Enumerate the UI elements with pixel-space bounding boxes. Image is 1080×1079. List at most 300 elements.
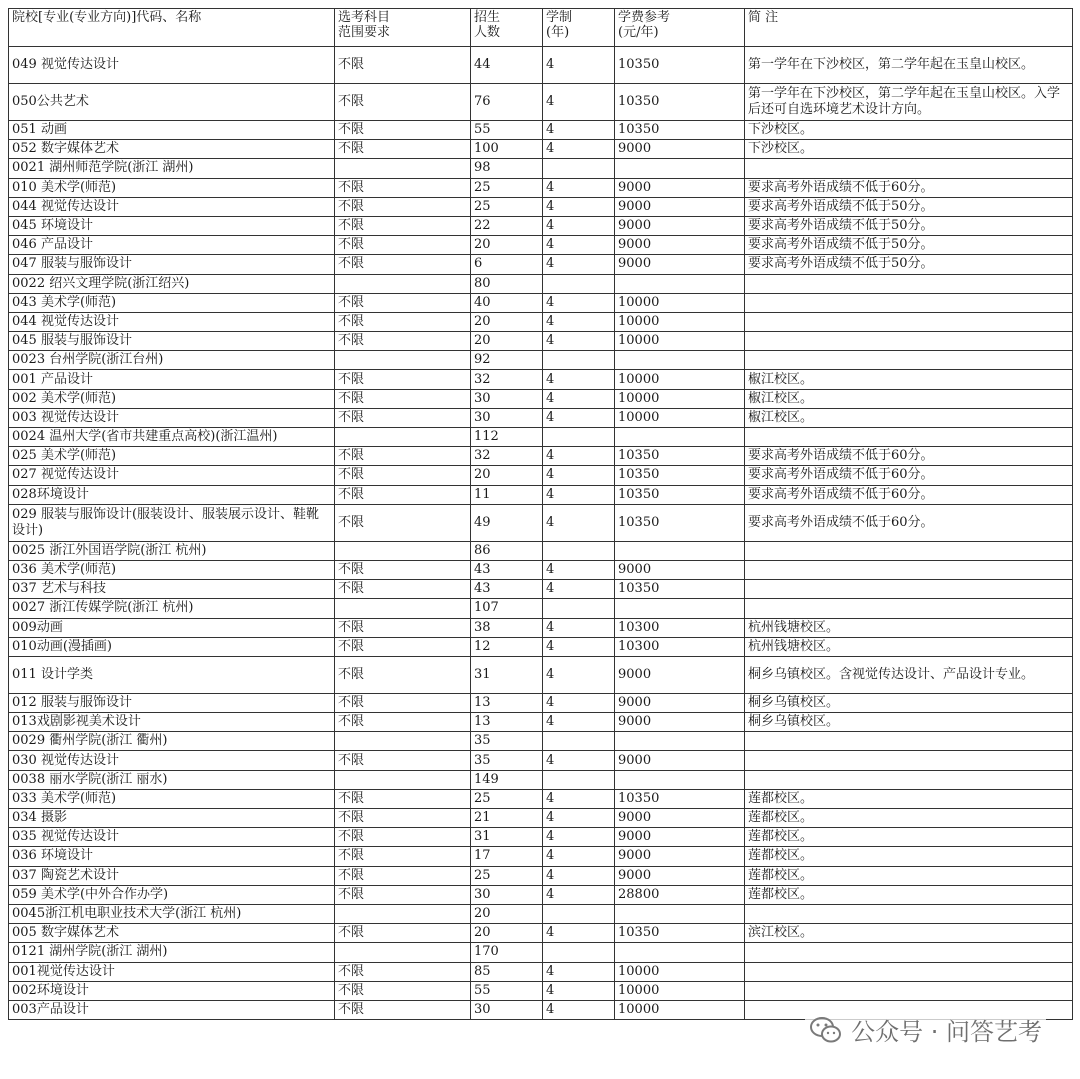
table-row xyxy=(9,732,1073,751)
cell-duration: 4 xyxy=(543,504,615,541)
cell-tuition: 10300 xyxy=(615,618,745,637)
cell-major: 036 美术学(师范) xyxy=(9,560,335,579)
cell-major: 037 陶瓷艺术设计 xyxy=(9,866,335,885)
cell-major: 043 美术学(师范) xyxy=(9,293,335,312)
cell-enrollment: 31 xyxy=(471,656,543,693)
cell-duration: 4 xyxy=(543,560,615,579)
cell-enrollment: 86 xyxy=(471,541,543,560)
cell-subject-req xyxy=(335,904,471,923)
cell-subject-req: 不限 xyxy=(335,447,471,466)
table-row xyxy=(9,466,1073,485)
cell-subject-req: 不限 xyxy=(335,885,471,904)
cell-major: 003产品设计 xyxy=(9,1000,335,1019)
cell-subject-req: 不限 xyxy=(335,637,471,656)
cell-enrollment: 12 xyxy=(471,637,543,656)
cell-subject-req: 不限 xyxy=(335,962,471,981)
cell-major: 003 视觉传达设计 xyxy=(9,408,335,427)
cell-tuition: 10350 xyxy=(615,447,745,466)
cell-major: 0038 丽水学院(浙江 丽水) xyxy=(9,770,335,789)
table-row xyxy=(9,693,1073,712)
cell-enrollment: 13 xyxy=(471,693,543,712)
cell-enrollment: 20 xyxy=(471,312,543,331)
cell-duration: 4 xyxy=(543,216,615,235)
cell-major: 001视觉传达设计 xyxy=(9,962,335,981)
cell-subject-req xyxy=(335,770,471,789)
cell-duration: 4 xyxy=(543,84,615,121)
cell-subject-req: 不限 xyxy=(335,466,471,485)
cell-major: 030 视觉传达设计 xyxy=(9,751,335,770)
cell-subject-req: 不限 xyxy=(335,656,471,693)
cell-major: 0023 台州学院(浙江台州) xyxy=(9,351,335,370)
table-row xyxy=(9,866,1073,885)
cell-subject-req: 不限 xyxy=(335,370,471,389)
cell-subject-req: 不限 xyxy=(335,789,471,808)
cell-tuition xyxy=(615,599,745,618)
cell-notes: 要求高考外语成绩不低于50分。 xyxy=(745,236,1073,255)
cell-notes: 莲都校区。 xyxy=(745,809,1073,828)
table-row xyxy=(9,293,1073,312)
cell-notes xyxy=(745,332,1073,351)
cell-duration xyxy=(543,351,615,370)
cell-duration: 4 xyxy=(543,236,615,255)
cell-duration: 4 xyxy=(543,962,615,981)
cell-tuition xyxy=(615,732,745,751)
table-row xyxy=(9,140,1073,159)
table-row xyxy=(9,178,1073,197)
cell-enrollment: 30 xyxy=(471,389,543,408)
cell-enrollment: 20 xyxy=(471,332,543,351)
cell-major: 045 环境设计 xyxy=(9,216,335,235)
cell-enrollment: 85 xyxy=(471,962,543,981)
cell-subject-req xyxy=(335,732,471,751)
cell-enrollment: 25 xyxy=(471,178,543,197)
cell-subject-req: 不限 xyxy=(335,618,471,637)
cell-notes: 桐乡乌镇校区。含视觉传达设计、产品设计专业。 xyxy=(745,656,1073,693)
cell-enrollment: 43 xyxy=(471,560,543,579)
table-row xyxy=(9,370,1073,389)
table-row xyxy=(9,924,1073,943)
cell-tuition: 10350 xyxy=(615,789,745,808)
cell-notes: 桐乡乌镇校区。 xyxy=(745,713,1073,732)
table-row xyxy=(9,84,1073,121)
table-row xyxy=(9,789,1073,808)
cell-enrollment: 20 xyxy=(471,904,543,923)
cell-notes xyxy=(745,428,1073,447)
cell-major: 036 环境设计 xyxy=(9,847,335,866)
cell-subject-req: 不限 xyxy=(335,485,471,504)
cell-enrollment: 35 xyxy=(471,732,543,751)
header-enrollment: 招生 人数 xyxy=(471,9,543,47)
cell-enrollment: 112 xyxy=(471,428,543,447)
cell-enrollment: 25 xyxy=(471,197,543,216)
cell-duration xyxy=(543,541,615,560)
cell-notes xyxy=(745,580,1073,599)
cell-tuition: 28800 xyxy=(615,885,745,904)
cell-major: 028环境设计 xyxy=(9,485,335,504)
cell-tuition xyxy=(615,159,745,178)
table-row xyxy=(9,981,1073,1000)
cell-enrollment: 17 xyxy=(471,847,543,866)
cell-major: 013戏剧影视美术设计 xyxy=(9,713,335,732)
table-row xyxy=(9,447,1073,466)
cell-duration: 4 xyxy=(543,140,615,159)
cell-notes: 椒江校区。 xyxy=(745,370,1073,389)
cell-notes: 要求高考外语成绩不低于60分。 xyxy=(745,504,1073,541)
cell-subject-req: 不限 xyxy=(335,312,471,331)
cell-major: 012 服装与服饰设计 xyxy=(9,693,335,712)
cell-notes xyxy=(745,274,1073,293)
cell-enrollment: 49 xyxy=(471,504,543,541)
cell-subject-req: 不限 xyxy=(335,809,471,828)
cell-tuition: 10350 xyxy=(615,466,745,485)
table-row xyxy=(9,485,1073,504)
cell-subject-req xyxy=(335,541,471,560)
cell-notes: 下沙校区。 xyxy=(745,121,1073,140)
cell-tuition: 10300 xyxy=(615,637,745,656)
cell-duration: 4 xyxy=(543,408,615,427)
watermark xyxy=(805,1010,1046,1049)
cell-notes: 第一学年在下沙校区，第二学年起在玉皇山校区。入学后还可自选环境艺术设计方向。 xyxy=(745,84,1073,121)
cell-major: 035 视觉传达设计 xyxy=(9,828,335,847)
cell-enrollment: 31 xyxy=(471,828,543,847)
cell-subject-req: 不限 xyxy=(335,713,471,732)
cell-duration: 4 xyxy=(543,847,615,866)
cell-major: 025 美术学(师范) xyxy=(9,447,335,466)
cell-enrollment: 30 xyxy=(471,885,543,904)
cell-duration: 4 xyxy=(543,447,615,466)
cell-subject-req: 不限 xyxy=(335,236,471,255)
cell-subject-req: 不限 xyxy=(335,580,471,599)
cell-major: 0025 浙江外国语学院(浙江 杭州) xyxy=(9,541,335,560)
table-row xyxy=(9,656,1073,693)
cell-duration: 4 xyxy=(543,293,615,312)
cell-tuition: 10000 xyxy=(615,408,745,427)
header-major: 院校[专业(专业方向)]代码、名称 xyxy=(9,9,335,47)
cell-enrollment: 32 xyxy=(471,447,543,466)
cell-enrollment: 21 xyxy=(471,809,543,828)
header-duration: 学制 (年) xyxy=(543,9,615,47)
cell-duration xyxy=(543,274,615,293)
cell-major: 029 服装与服饰设计(服装设计、服装展示设计、鞋靴设计) xyxy=(9,504,335,541)
table-row xyxy=(9,751,1073,770)
cell-duration: 4 xyxy=(543,121,615,140)
cell-tuition: 10350 xyxy=(615,580,745,599)
cell-subject-req: 不限 xyxy=(335,408,471,427)
table-row xyxy=(9,332,1073,351)
table-row xyxy=(9,580,1073,599)
cell-notes: 要求高考外语成绩不低于50分。 xyxy=(745,255,1073,274)
cell-enrollment: 11 xyxy=(471,485,543,504)
table-row xyxy=(9,847,1073,866)
cell-enrollment: 20 xyxy=(471,236,543,255)
cell-major: 010动画(漫插画) xyxy=(9,637,335,656)
cell-tuition: 9000 xyxy=(615,178,745,197)
cell-enrollment: 40 xyxy=(471,293,543,312)
cell-notes xyxy=(745,770,1073,789)
cell-major: 0022 绍兴文理学院(浙江绍兴) xyxy=(9,274,335,293)
table-row xyxy=(9,255,1073,274)
cell-duration: 4 xyxy=(543,637,615,656)
wechat-icon xyxy=(809,1015,843,1045)
cell-subject-req: 不限 xyxy=(335,293,471,312)
cell-subject-req xyxy=(335,943,471,962)
cell-major: 0024 温州大学(省市共建重点高校)(浙江温州) xyxy=(9,428,335,447)
cell-notes: 要求高考外语成绩不低于60分。 xyxy=(745,466,1073,485)
cell-subject-req xyxy=(335,599,471,618)
cell-major: 033 美术学(师范) xyxy=(9,789,335,808)
cell-major: 002 美术学(师范) xyxy=(9,389,335,408)
cell-subject-req: 不限 xyxy=(335,560,471,579)
table-row xyxy=(9,351,1073,370)
cell-tuition: 9000 xyxy=(615,255,745,274)
table-row xyxy=(9,428,1073,447)
cell-duration xyxy=(543,599,615,618)
cell-tuition: 10000 xyxy=(615,389,745,408)
cell-duration xyxy=(543,943,615,962)
cell-notes: 要求高考外语成绩不低于60分。 xyxy=(745,447,1073,466)
cell-subject-req: 不限 xyxy=(335,1000,471,1019)
cell-enrollment: 92 xyxy=(471,351,543,370)
table-row xyxy=(9,47,1073,84)
cell-tuition: 9000 xyxy=(615,693,745,712)
cell-major: 044 视觉传达设计 xyxy=(9,312,335,331)
cell-duration: 4 xyxy=(543,618,615,637)
cell-tuition: 10000 xyxy=(615,332,745,351)
cell-major: 010 美术学(师范) xyxy=(9,178,335,197)
cell-major: 011 设计学类 xyxy=(9,656,335,693)
cell-enrollment: 55 xyxy=(471,981,543,1000)
cell-duration: 4 xyxy=(543,713,615,732)
cell-duration: 4 xyxy=(543,981,615,1000)
cell-tuition: 9000 xyxy=(615,560,745,579)
cell-enrollment: 30 xyxy=(471,408,543,427)
cell-subject-req xyxy=(335,351,471,370)
cell-enrollment: 170 xyxy=(471,943,543,962)
cell-notes: 莲都校区。 xyxy=(745,828,1073,847)
cell-subject-req xyxy=(335,274,471,293)
cell-duration xyxy=(543,428,615,447)
cell-subject-req: 不限 xyxy=(335,332,471,351)
cell-duration: 4 xyxy=(543,924,615,943)
cell-major: 052 数字媒体艺术 xyxy=(9,140,335,159)
cell-enrollment: 35 xyxy=(471,751,543,770)
cell-enrollment: 25 xyxy=(471,789,543,808)
cell-tuition: 10000 xyxy=(615,293,745,312)
table-row xyxy=(9,197,1073,216)
table-row xyxy=(9,885,1073,904)
cell-subject-req: 不限 xyxy=(335,121,471,140)
cell-enrollment: 25 xyxy=(471,866,543,885)
cell-duration: 4 xyxy=(543,312,615,331)
table-row xyxy=(9,216,1073,235)
cell-notes: 下沙校区。 xyxy=(745,140,1073,159)
admission-table xyxy=(8,8,1073,1020)
cell-enrollment: 44 xyxy=(471,47,543,84)
cell-tuition xyxy=(615,904,745,923)
cell-tuition: 10000 xyxy=(615,370,745,389)
cell-notes: 椒江校区。 xyxy=(745,389,1073,408)
cell-tuition xyxy=(615,770,745,789)
cell-duration: 4 xyxy=(543,693,615,712)
cell-notes: 莲都校区。 xyxy=(745,866,1073,885)
cell-tuition: 9000 xyxy=(615,866,745,885)
cell-enrollment: 100 xyxy=(471,140,543,159)
cell-notes: 莲都校区。 xyxy=(745,847,1073,866)
cell-enrollment: 6 xyxy=(471,255,543,274)
cell-notes: 要求高考外语成绩不低于60分。 xyxy=(745,485,1073,504)
cell-major: 051 动画 xyxy=(9,121,335,140)
cell-notes xyxy=(745,560,1073,579)
cell-notes: 椒江校区。 xyxy=(745,408,1073,427)
cell-duration xyxy=(543,732,615,751)
cell-subject-req: 不限 xyxy=(335,84,471,121)
cell-duration: 4 xyxy=(543,809,615,828)
cell-subject-req: 不限 xyxy=(335,693,471,712)
cell-duration: 4 xyxy=(543,178,615,197)
cell-major: 0021 湖州师范学院(浙江 湖州) xyxy=(9,159,335,178)
cell-notes xyxy=(745,293,1073,312)
cell-major: 049 视觉传达设计 xyxy=(9,47,335,84)
table-row xyxy=(9,408,1073,427)
cell-subject-req: 不限 xyxy=(335,197,471,216)
cell-major: 047 服装与服饰设计 xyxy=(9,255,335,274)
cell-subject-req xyxy=(335,428,471,447)
cell-tuition: 10350 xyxy=(615,924,745,943)
header-notes: 简 注 xyxy=(745,9,1073,47)
table-row xyxy=(9,274,1073,293)
cell-notes xyxy=(745,351,1073,370)
cell-tuition: 10000 xyxy=(615,312,745,331)
cell-duration xyxy=(543,770,615,789)
cell-enrollment: 98 xyxy=(471,159,543,178)
table-row xyxy=(9,541,1073,560)
cell-tuition: 9000 xyxy=(615,216,745,235)
cell-duration: 4 xyxy=(543,789,615,808)
cell-tuition: 9000 xyxy=(615,140,745,159)
cell-subject-req: 不限 xyxy=(335,828,471,847)
cell-duration: 4 xyxy=(543,255,615,274)
cell-notes xyxy=(745,943,1073,962)
cell-enrollment: 80 xyxy=(471,274,543,293)
cell-tuition: 9000 xyxy=(615,847,745,866)
table-row xyxy=(9,560,1073,579)
header-subject-req: 选考科目 范围要求 xyxy=(335,9,471,47)
cell-subject-req: 不限 xyxy=(335,751,471,770)
cell-notes xyxy=(745,962,1073,981)
table-row xyxy=(9,599,1073,618)
cell-duration: 4 xyxy=(543,197,615,216)
cell-subject-req: 不限 xyxy=(335,866,471,885)
cell-notes: 要求高考外语成绩不低于50分。 xyxy=(745,216,1073,235)
cell-tuition: 10350 xyxy=(615,84,745,121)
cell-major: 0029 衢州学院(浙江 衢州) xyxy=(9,732,335,751)
cell-notes: 第一学年在下沙校区，第二学年起在玉皇山校区。 xyxy=(745,47,1073,84)
cell-subject-req: 不限 xyxy=(335,924,471,943)
cell-enrollment: 20 xyxy=(471,924,543,943)
cell-tuition xyxy=(615,943,745,962)
cell-duration: 4 xyxy=(543,332,615,351)
cell-enrollment: 13 xyxy=(471,713,543,732)
cell-tuition: 9000 xyxy=(615,713,745,732)
cell-notes xyxy=(745,312,1073,331)
cell-tuition: 9000 xyxy=(615,656,745,693)
cell-major: 046 产品设计 xyxy=(9,236,335,255)
table-row xyxy=(9,121,1073,140)
cell-tuition: 10350 xyxy=(615,485,745,504)
cell-tuition: 10350 xyxy=(615,504,745,541)
cell-tuition xyxy=(615,274,745,293)
cell-duration: 4 xyxy=(543,751,615,770)
cell-major: 027 视觉传达设计 xyxy=(9,466,335,485)
cell-notes xyxy=(745,732,1073,751)
cell-enrollment: 32 xyxy=(471,370,543,389)
cell-subject-req xyxy=(335,159,471,178)
table-row xyxy=(9,389,1073,408)
table-row xyxy=(9,713,1073,732)
cell-duration: 4 xyxy=(543,466,615,485)
cell-enrollment: 30 xyxy=(471,1000,543,1019)
cell-subject-req: 不限 xyxy=(335,981,471,1000)
cell-notes xyxy=(745,541,1073,560)
cell-tuition xyxy=(615,541,745,560)
table-row xyxy=(9,809,1073,828)
table-row xyxy=(9,962,1073,981)
cell-tuition: 10000 xyxy=(615,1000,745,1019)
cell-tuition xyxy=(615,351,745,370)
cell-subject-req: 不限 xyxy=(335,504,471,541)
cell-notes: 桐乡乌镇校区。 xyxy=(745,693,1073,712)
cell-notes xyxy=(745,159,1073,178)
cell-enrollment: 55 xyxy=(471,121,543,140)
table-row xyxy=(9,904,1073,923)
cell-notes: 莲都校区。 xyxy=(745,885,1073,904)
cell-enrollment: 76 xyxy=(471,84,543,121)
cell-subject-req: 不限 xyxy=(335,47,471,84)
cell-duration: 4 xyxy=(543,485,615,504)
table-row xyxy=(9,943,1073,962)
cell-notes: 杭州钱塘校区。 xyxy=(745,637,1073,656)
cell-tuition: 10000 xyxy=(615,981,745,1000)
cell-tuition xyxy=(615,428,745,447)
cell-major: 059 美术学(中外合作办学) xyxy=(9,885,335,904)
cell-major: 050公共艺术 xyxy=(9,84,335,121)
cell-duration: 4 xyxy=(543,580,615,599)
cell-major: 0121 湖州学院(浙江 湖州) xyxy=(9,943,335,962)
cell-tuition: 9000 xyxy=(615,828,745,847)
cell-duration: 4 xyxy=(543,1000,615,1019)
cell-tuition: 9000 xyxy=(615,197,745,216)
cell-major: 009动画 xyxy=(9,618,335,637)
cell-major: 037 艺术与科技 xyxy=(9,580,335,599)
cell-notes xyxy=(745,599,1073,618)
cell-notes: 要求高考外语成绩不低于60分。 xyxy=(745,178,1073,197)
cell-tuition: 10000 xyxy=(615,962,745,981)
table-row xyxy=(9,312,1073,331)
cell-duration: 4 xyxy=(543,828,615,847)
cell-notes xyxy=(745,904,1073,923)
cell-major: 002环境设计 xyxy=(9,981,335,1000)
cell-subject-req: 不限 xyxy=(335,847,471,866)
cell-duration: 4 xyxy=(543,389,615,408)
cell-major: 0027 浙江传媒学院(浙江 杭州) xyxy=(9,599,335,618)
cell-duration: 4 xyxy=(543,47,615,84)
cell-major: 001 产品设计 xyxy=(9,370,335,389)
table-row xyxy=(9,770,1073,789)
cell-major: 034 摄影 xyxy=(9,809,335,828)
table-row xyxy=(9,504,1073,541)
cell-tuition: 9000 xyxy=(615,751,745,770)
cell-enrollment: 43 xyxy=(471,580,543,599)
